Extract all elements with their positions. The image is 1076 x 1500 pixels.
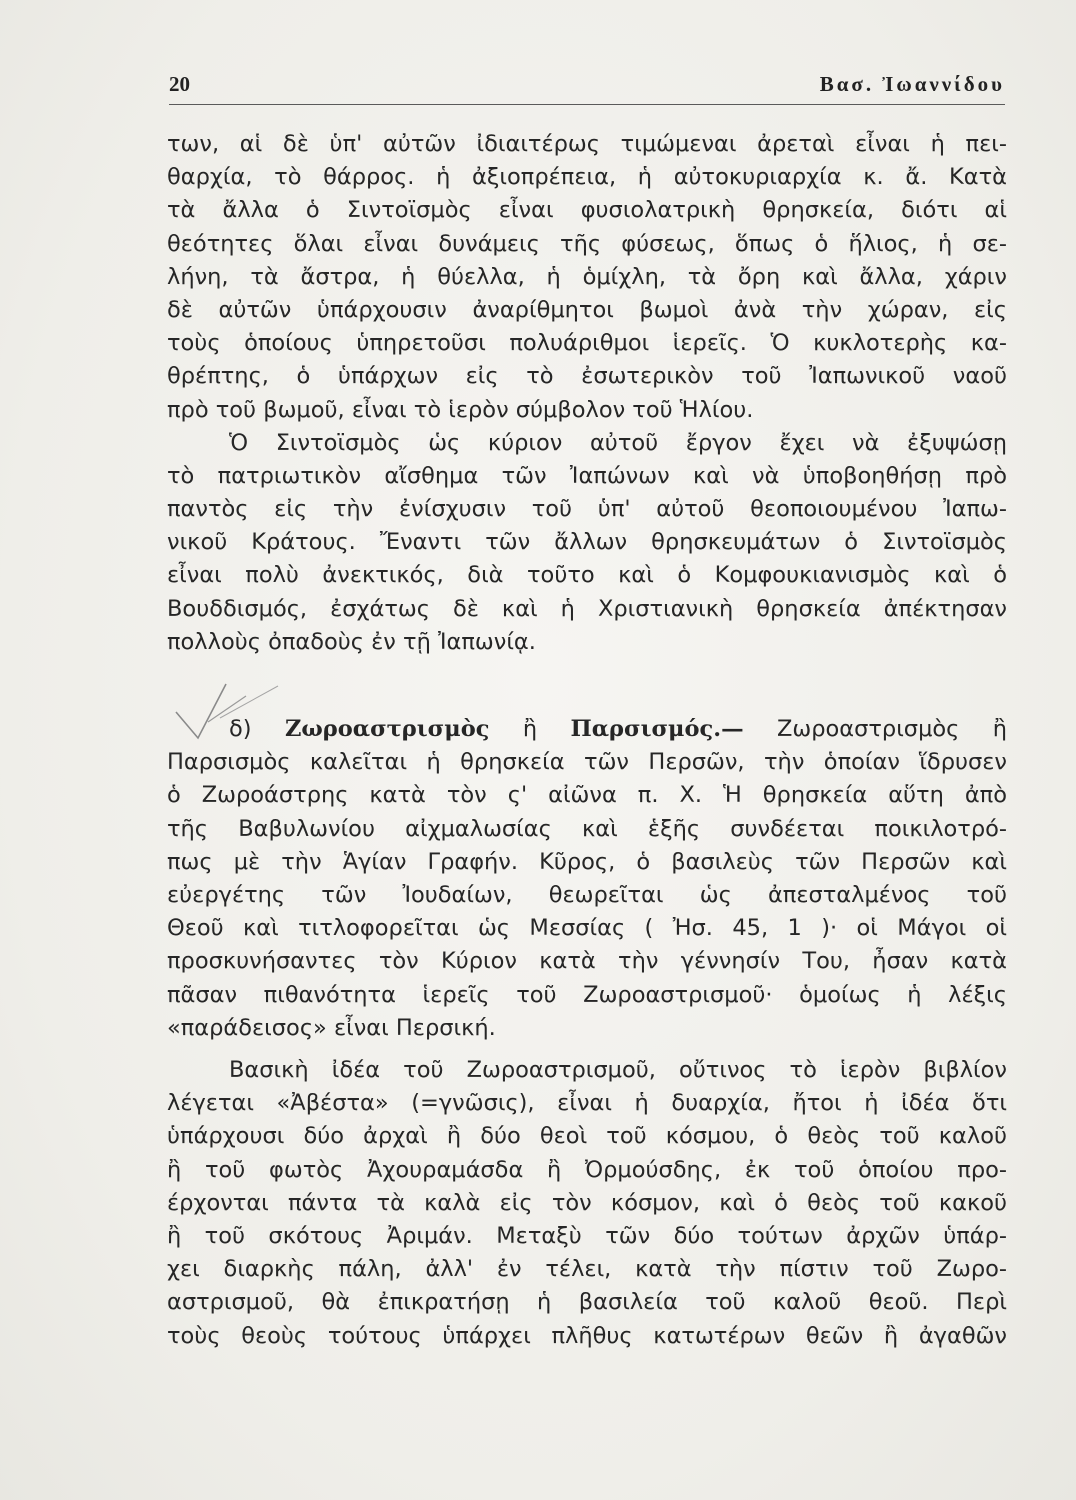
text-line: τοὺς ὁποίους ὑπηρετοῦσι πολυάριθμοι ἱερεῖς. Ὁ κυκλοτερὴς κα- [167, 330, 1007, 357]
text-line: ὁ Ζωροάστρης κατὰ τὸν ς' αἰῶνα π. Χ. Ἡ θρησκεία αὕτη ἀπὸ [167, 782, 1007, 809]
text-fragment: Ζωροαστρισμὸς ἢ [776, 716, 1007, 742]
running-head: Βασ. Ἰωαννίδου [819, 72, 1005, 96]
text-line: τῆς Βαβυλωνίου αἰχμαλωσίας καὶ ἑξῆς συνδέεται ποικιλοτρό- [167, 815, 1007, 842]
text-line: Βουδδισμός, ἐσχάτως δὲ καὶ ἡ Χριστιανικὴ θρησκεία ἀπέκτησαν [167, 595, 1007, 622]
section-label: δ) [229, 716, 252, 742]
section-conjunction: ἢ [522, 716, 538, 742]
header-rule [169, 104, 1005, 105]
text-line: «παράδεισος» εἶναι Περσική. [167, 1014, 496, 1041]
section-term-zoroastrianism: Ζωροαστρισμὸς [284, 716, 490, 742]
text-line: εὐεργέτης τῶν Ἰουδαίων, θεωρεῖται ὡς ἀπεσταλμένος τοῦ [167, 881, 1007, 908]
text-line: πως μὲ τὴν Ἁγίαν Γραφήν. Κῦρος, ὁ βασιλεὺς τῶν Περσῶν καὶ [167, 848, 1007, 875]
text-line: θρέπτης, ὁ ὑπάρχων εἰς τὸ ἐσωτερικὸν τοῦ Ἰαπωνικοῦ ναοῦ [167, 363, 1007, 390]
text-line: αστρισμοῦ, θὰ ἐπικρατήσῃ ἡ βασιλεία τοῦ καλοῦ θεοῦ. Περὶ [167, 1289, 1007, 1316]
text-line: Βασικὴ ἰδέα τοῦ Ζωροαστρισμοῦ, οὔτινος τὸ ἱερὸν βιβλίον [229, 1057, 1007, 1083]
text-line: έρχονται πάντα τὰ καλὰ εἰς τὸν κόσμον, καὶ ὁ θεὸς τοῦ κακοῦ [167, 1189, 1007, 1216]
section-heading-line [167, 713, 1007, 746]
text-line: εἶναι πολὺ ἀνεκτικός, διὰ τοῦτο καὶ ὁ Κομφουκιανισμὸς καὶ ὁ [167, 562, 1007, 589]
text-line: δὲ αὐτῶν ὑπάρχουσιν ἀναρίθμητοι βωμοὶ ἀνὰ τὴν χώραν, εἰς [167, 296, 1007, 323]
text-line: θεότητες ὅλαι εἶναι δυνάμεις τῆς φύσεως, ὅπως ὁ ἥλιος, ἡ σε- [167, 230, 1007, 257]
text-line: τὰ ἄλλα ὁ Σιντοϊσμὸς εἶναι φυσιολατρικὴ θρησκεία, διότι αἱ [167, 197, 1007, 224]
text-line: τοὺς θεοὺς τούτους ὑπάρχει πλῆθυς κατωτέρων θεῶν ἢ ἀγαθῶν [167, 1322, 1007, 1349]
text-line: Ὁ Σιντοϊσμὸς ὡς κύριον αὐτοῦ ἔργον ἔχει νὰ ἐξυψώσῃ [229, 429, 1007, 456]
text-line: Θεοῦ καὶ τιτλοφορεῖται ὡς Μεσσίας ( Ἠσ. 45, 1 )· οἱ Μάγοι οἱ [167, 915, 1007, 942]
text-line: χει διαρκὴς πάλη, ἀλλ' ἐν τέλει, κατὰ τὴν πίστιν τοῦ Ζωρο- [167, 1256, 1007, 1283]
text-line: ἢ τοῦ σκότους Ἀριμάν. Μεταξὺ τῶν δύο τούτων ἀρχῶν ὑπάρ- [167, 1222, 1007, 1249]
text-line: προσκυνήσαντες τὸν Κύριον κατὰ τὴν γέννησίν Του, ἦσαν κατὰ [167, 948, 1007, 975]
text-line: λέγεται «Ἀβέστα» (=γνῶσις), εἶναι ἡ δυαρχία, ἤτοι ἡ ἰδέα ὅτι [167, 1090, 1007, 1117]
page-header [169, 72, 1005, 104]
text-line: Παρσισμὸς καλεῖται ἡ θρησκεία τῶν Περσῶν, τὴν ὁποίαν ἵδρυσεν [167, 749, 1007, 776]
text-line: τὸ πατριωτικὸν αἴσθημα τῶν Ἰαπώνων καὶ νὰ ὑποβοηθήσῃ πρὸ [167, 462, 1007, 489]
text-line: παντὸς εἰς τὴν ἐνίσχυσιν τοῦ ὑπ' αὐτοῦ θεοποιουμένου Ἰαπω- [167, 496, 1007, 523]
text-line: πρὸ τοῦ βωμοῦ, εἶναι τὸ ἱερὸν σύμβολον τοῦ Ἡλίου. [167, 396, 754, 423]
text-line: των, αἱ δὲ ὑπ' αὐτῶν ἰδιαιτέρως τιμώμεναι ἀρεταὶ εἶναι ἡ πει- [167, 131, 1007, 157]
page-number: 20 [169, 72, 190, 96]
text-line: πᾶσαν πιθανότητα ἱερεῖς τοῦ Ζωροαστρισμοῦ· ὁμοίως ἡ λέξις [167, 981, 1007, 1008]
text-line: ὑπάρχουσι δύο ἀρχαὶ ἢ δύο θεοὶ τοῦ κόσμου, ὁ θεὸς τοῦ καλοῦ [167, 1123, 1007, 1150]
text-line: πολλοὺς ὀπαδοὺς ἐν τῇ Ἰαπωνίᾳ. [167, 628, 536, 655]
text-line: νικοῦ Κράτους. Ἔναντι τῶν ἄλλων θρησκευμάτων ὁ Σιντοϊσμὸς [167, 529, 1007, 556]
text-block-dualism [167, 1054, 1007, 1353]
text-line: θαρχία, τὸ θάρρος. ἡ ἀξιοπρέπεια, ἡ αὐτοκυριαρχία κ. ἄ. Κατὰ [167, 164, 1007, 191]
text-line: ἢ τοῦ φωτὸς Ἀχουραμάσδα ἢ Ὀρμούσδης, ἐκ τοῦ ὁποίου προ- [167, 1156, 1007, 1183]
section-term-parsism: Παρσισμός.— [570, 716, 744, 742]
text-block-zoroastrianism [167, 713, 1007, 1045]
text-line: λήνη, τὰ ἄστρα, ἡ θύελλα, ἡ ὁμίχλη, τὰ ὄρη καὶ ἄλλα, χάριν [167, 263, 1007, 290]
text-block-shinto [167, 128, 1007, 659]
